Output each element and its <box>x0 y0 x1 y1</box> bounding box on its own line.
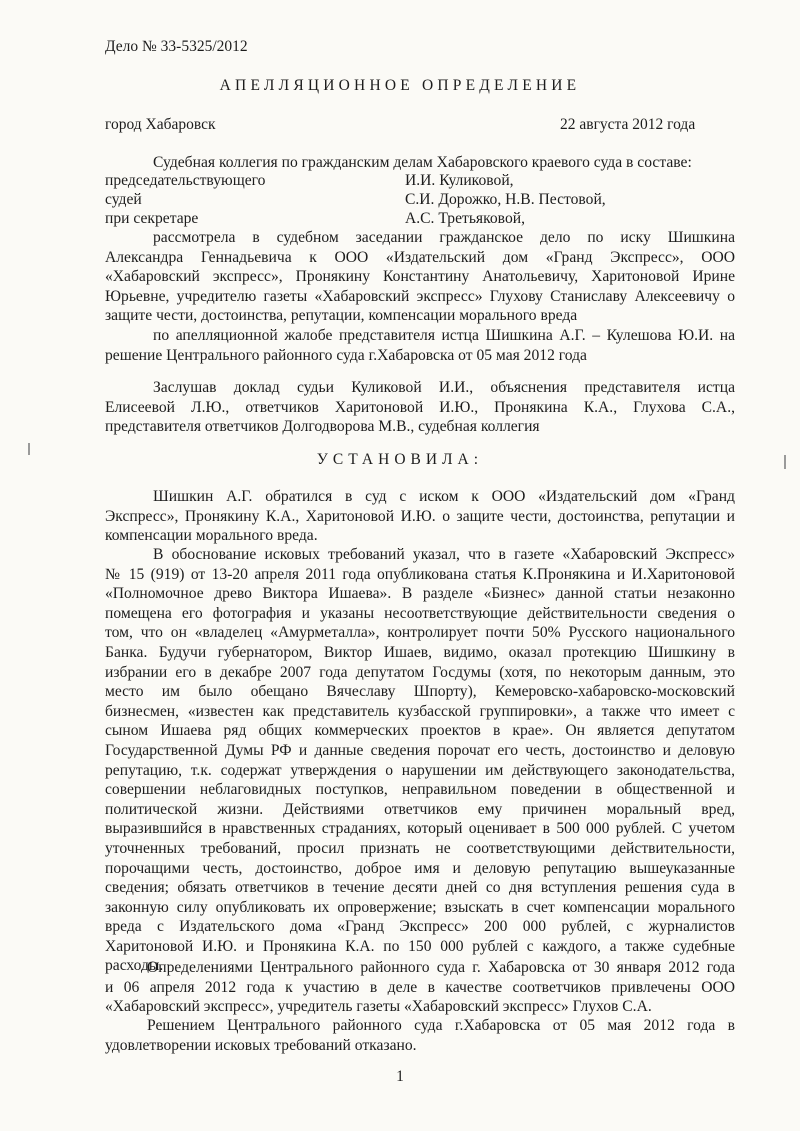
paragraph-line: и 06 апреля 2012 года к участию в деле в качестве соответчиков привлечены ООО <box>105 978 735 996</box>
paragraph-line: по апелляционной жалобе представителя истца Шишкина А.Г. – Кулешова Ю.И. на <box>153 326 735 344</box>
page-number: 1 <box>396 1068 404 1085</box>
paragraph-line: Решением Центрального районного суда г.Хабаровска от 05 мая 2012 года в <box>147 1017 735 1034</box>
composition-label-secretary: при секретаре <box>105 210 199 227</box>
paragraph-line: «Хабаровский экспресс», Пронякину Константину Анатольевичу, Харитоновой Ирине <box>105 268 735 286</box>
paragraph-line: избрании его в декабре 2007 года депутатом Госдумы (хотя, по некоторым данным, это <box>105 663 735 681</box>
paragraph-line: Шишкин А.Г. обратился в суд с иском к ООО «Издательский дом «Гранд <box>153 488 735 505</box>
paragraph-line: сыном Ишаева ряд общих коммерческих проектов в крае». Он является депутатом <box>105 722 735 740</box>
paragraph-line: репутацию, т.к. содержат утверждения о нарушении им действующего законодательства, <box>105 761 735 779</box>
paragraph-line: вреда с Издательского дома «Гранд Экспресс» 200 000 рублей, с журналистов <box>105 918 735 936</box>
scan-mark <box>28 443 30 455</box>
document-title: АПЕЛЛЯЦИОННОЕ ОПРЕДЕЛЕНИЕ <box>219 77 581 94</box>
composition-intro: Судебная коллегия по гражданским делам Хабаровского краевого суда в составе: <box>153 154 692 171</box>
paragraph-line: «Хабаровский экспресс», учредитель газеты «Хабаровский экспресс» Глухов С.А. <box>105 998 652 1016</box>
considered-paragraph <box>105 228 735 365</box>
heard-paragraph <box>105 378 735 437</box>
paragraph-line: Елисеевой Л.Ю., ответчиков Харитоновой И.Ю., Пронякина К.А., Глухова С.А., <box>105 398 735 416</box>
paragraph-line: В обоснование исковых требований указал, что в газете «Хабаровский Экспресс» <box>153 546 735 563</box>
paragraph-line: сведения; обязать ответчиков в течение десяти дней со дня вступления решения суда в <box>105 879 735 897</box>
paragraph-line: Заслушав доклад судьи Куликовой И.И., объяснения представителя истца <box>153 379 735 396</box>
body-paragraph-3 <box>105 958 735 1017</box>
paragraph-line: Харитоновой И.Ю. и Пронякина К.А. по 150 000 рублей с каждого, а также судебные <box>105 937 735 955</box>
paragraph-line: Александра Геннадьевича к ООО «Издательский дом «Гранд Экспресс», ООО <box>105 248 735 266</box>
body-paragraph-1 <box>105 487 735 546</box>
body-paragraph-2 <box>105 545 735 976</box>
paragraph-line: решение Центрального районного суда г.Хабаровска от 05 мая 2012 года <box>105 346 587 364</box>
paragraph-line: помещена его фотография и указаны несоответствующие действительности сведения о <box>105 604 735 622</box>
case-number: Дело № 33-5325/2012 <box>105 38 248 55</box>
paragraph-line: Банка. Будучи губернатором, Виктор Ишаев, видимо, оказал протекцию Шишкину в <box>105 643 735 661</box>
paragraph-line: «Полномочное древо Виктора Ишаева». В разделе «Бизнес» данной статьи незаконно <box>105 585 735 603</box>
paragraph-line: выразившийся в нравственных страданиях, который оценивает в 500 000 рублей. С учетом <box>105 820 735 838</box>
paragraph-line: защите чести, достоинства, репутации, компенсации морального вреда <box>105 307 578 325</box>
composition-label-judges: судей <box>105 191 142 208</box>
paragraph-line: уточненных требований, просил признать не соответствующими действительности, <box>105 839 735 857</box>
paragraph-line: представителя ответчиков Долгодворова М.В., судебная коллегия <box>105 418 540 436</box>
decision-date: 22 августа 2012 года <box>560 116 696 133</box>
paragraph-line: Экспресс», Пронякину К.А., Харитоновой И.Ю. о защите чести, достоинства, репутации и <box>105 507 735 525</box>
paragraph-line: удовлетворении исковых требований отказано. <box>105 1036 417 1054</box>
body-paragraph-4 <box>105 1016 735 1055</box>
paragraph-line: бизнесмен, «известен как представитель кузбасской группировки», а также что имеет с <box>105 702 735 720</box>
city: город Хабаровск <box>105 116 216 133</box>
paragraph-line: Юрьевне, учредителю газеты «Хабаровский экспресс» Глухову Станиславу Алексеевичу о <box>105 287 735 305</box>
composition-value-secretary: А.С. Третьяковой, <box>405 210 525 227</box>
paragraph-line: расходы. <box>105 957 164 975</box>
paragraph-line: политической жизни. Действиями ответчиков ему причинен моральный вред, <box>105 800 735 818</box>
composition-value-judges: С.И. Дорожко, Н.В. Пестовой, <box>405 191 606 208</box>
paragraph-line: Определениями Центрального районного суда г. Хабаровска от 30 января 2012 года <box>147 959 735 976</box>
scan-mark <box>784 455 786 469</box>
paragraph-line: рассмотрела в судебном заседании гражданское дело по иску Шишкина <box>153 229 735 246</box>
paragraph-line: Государственной Думы РФ и данные сведения порочат его честь, достоинство и деловую <box>105 741 735 759</box>
paragraph-line: место им было обещано Вячеславу Шпорту), Кемеровско-хабаровско-московский <box>105 683 735 701</box>
paragraph-line: компенсации морального вреда. <box>105 527 318 545</box>
paragraph-line: совершении неблаговидных поступков, неправильном поведении в общественной и <box>105 781 735 799</box>
paragraph-line: том, что он «владелец «Амурметалла», контролирует почти 50% Русского национального <box>105 624 735 642</box>
paragraph-line: порочащими честь, достоинство, доброе имя и деловую репутацию вышеуказанные <box>105 859 735 877</box>
composition-label-chair: председательствующего <box>105 172 266 189</box>
paragraph-line: № 15 (919) от 13-20 апреля 2011 года опубликована статья К.Пронякина и И.Харитоновой <box>105 565 735 583</box>
composition-value-chair: И.И. Куликовой, <box>405 172 514 189</box>
paragraph-line: законную силу опубликовать их опровержение; взыскать в счет компенсации морального <box>105 898 735 916</box>
established-heading: УСТАНОВИЛА: <box>316 451 484 468</box>
